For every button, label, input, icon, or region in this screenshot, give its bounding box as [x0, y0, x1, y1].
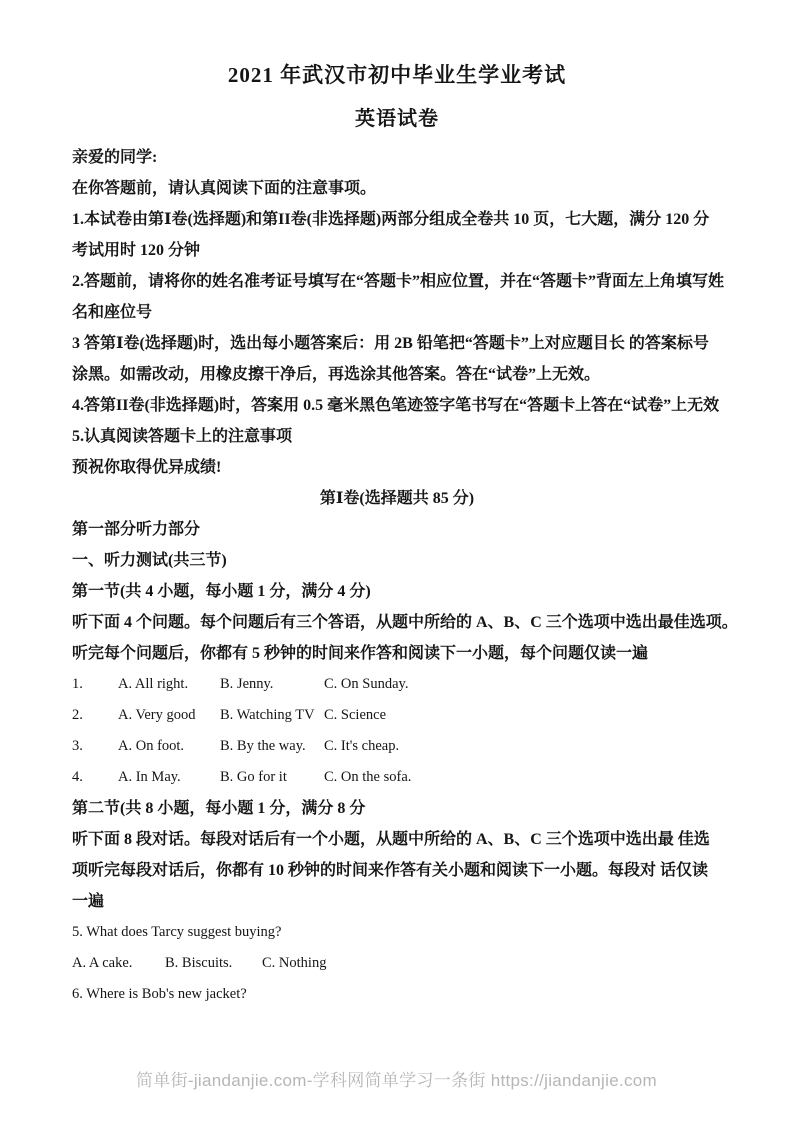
question-number: 3. — [72, 738, 83, 754]
page-content — [72, 58, 738, 1010]
preface-salutation: 亲爱的同学: — [72, 149, 158, 166]
volume1-heading: 第Ⅰ卷(选择题共 85 分) — [319, 490, 475, 507]
question-number: 4. — [72, 769, 83, 785]
question-5-text: 5. What does Tarcy suggest buying? — [72, 924, 282, 940]
option-b: B. By the way. — [220, 738, 306, 754]
listening-section-heading: 一、听力测试(共三节) — [72, 552, 227, 569]
option-b: B. Jenny. — [220, 676, 274, 692]
option-a: A. A cake. — [72, 955, 133, 971]
node2-instruction-3: 一遍 — [72, 893, 105, 910]
question-5-options — [72, 948, 722, 979]
node1-instruction-2: 听完每个问题后，你都有 5 秒钟的时间来作答和阅读下一小题，每个问题仅读一遍 — [72, 645, 649, 662]
question-6-text: 6. Where is Bob's new jacket? — [72, 986, 247, 1002]
option-a: A. Very good — [118, 707, 196, 723]
question-row-2 — [72, 700, 722, 731]
notice-line-3: 3 答第Ⅰ卷(选择题)时，选出每小题答案后：用 2B 铅笔把“答题卡”上对应题目长 的答案标号 — [72, 335, 709, 352]
notice-line-2: 2.答题前，请将你的姓名准考证号填写在“答题卡”相应位置，并在“答题卡”背面左上角填写姓 — [72, 273, 725, 290]
option-c: C. Nothing — [262, 955, 327, 971]
option-c: C. On Sunday. — [324, 676, 409, 692]
option-c: C. It's cheap. — [324, 738, 400, 754]
notice-line-2-cont: 名和座位号 — [72, 304, 153, 321]
part1-heading: 第一部分听力部分 — [72, 521, 201, 538]
exam-subtitle: 英语试卷 — [355, 108, 439, 130]
node2-instruction-2: 项听完每段对话后，你都有 10 秒钟的时间来作答有关小题和阅读下一小题。每段对 话仅读 — [72, 862, 709, 879]
option-a: A. On foot. — [118, 738, 185, 754]
preface-wish: 预祝你取得优异成绩! — [72, 459, 222, 476]
node1-instruction-1: 听下面 4 个问题。每个问题后有三个答语，从题中所给的 A、B、C 三个选项中选出最佳选项。 — [72, 614, 738, 631]
option-b: B. Go for it — [220, 769, 287, 785]
notice-line-3-cont: 涂黑。如需改动，用橡皮擦干净后，再选涂其他答案。答在“试卷”上无效。 — [72, 366, 601, 383]
notice-line-4: 4.答第II卷(非选择题)时，答案用 0.5 毫米黑色笔迹签字笔书写在“答题卡上答在“试卷”上无效 — [72, 397, 720, 414]
node2-instruction-1: 听下面 8 段对话。每段对话后有一个小题，从题中所给的 A、B、C 三个选项中选出最 佳选 — [72, 831, 710, 848]
question-number: 1. — [72, 676, 83, 692]
node2-heading: 第二节(共 8 小题，每小题 1 分，满分 8 分 — [72, 800, 366, 817]
exam-body — [72, 142, 738, 1010]
question-row-1 — [72, 669, 722, 700]
node1-heading: 第一节(共 4 小题，每小题 1 分，满分 4 分) — [72, 583, 371, 600]
option-c: C. On the sofa. — [324, 769, 412, 785]
notice-line-1-cont: 考试用时 120 分钟 — [72, 242, 201, 259]
option-c: C. Science — [324, 707, 387, 723]
option-a: A. All right. — [118, 676, 189, 692]
notice-line-1: 1.本试卷由第Ⅰ卷(选择题)和第II卷(非选择题)两部分组成全卷共 10 页，七大题，满分 120 分 — [72, 211, 710, 228]
question-row-3 — [72, 731, 722, 762]
option-b: B. Watching TV — [220, 707, 315, 723]
notice-line-5: 5.认真阅读答题卡上的注意事项 — [72, 428, 293, 445]
preface-read-notice: 在你答题前，请认真阅读下面的注意事项。 — [72, 180, 377, 197]
option-b: B. Biscuits. — [165, 955, 233, 971]
question-number: 2. — [72, 707, 83, 723]
footer-watermark: 简单街-jiandanjie.com-学科网简单学习一条街 https://jiandanjie.com — [135, 1071, 658, 1090]
exam-title: 2021 年武汉市初中毕业生学业考试 — [227, 63, 567, 87]
option-a: A. In May. — [118, 769, 181, 785]
question-row-4 — [72, 762, 722, 793]
